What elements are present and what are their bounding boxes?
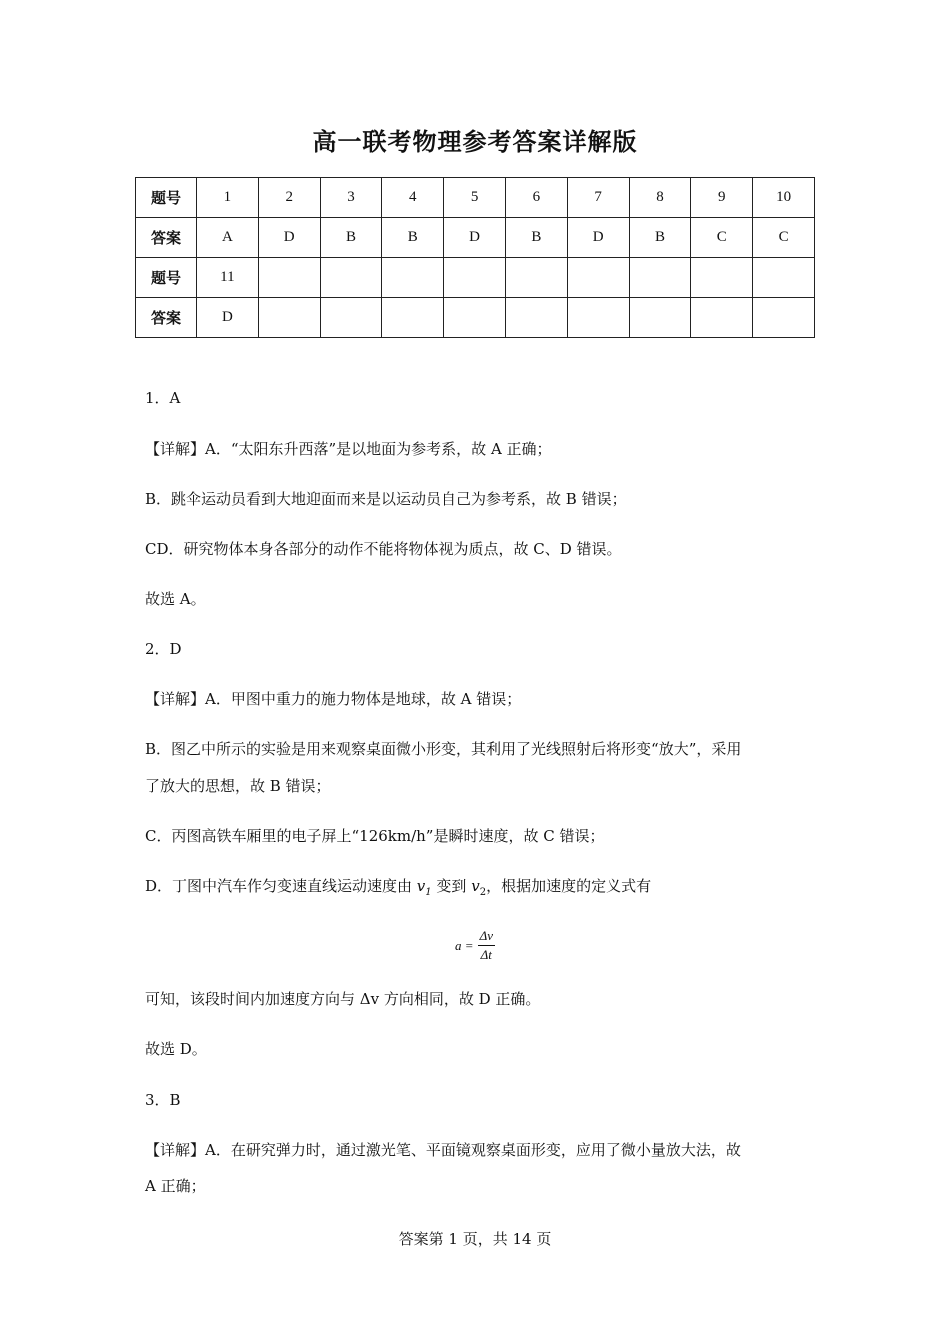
table-cell: 7 xyxy=(567,178,629,218)
table-cell: 4 xyxy=(382,178,444,218)
q2-conclusion: 故选 D。 xyxy=(145,1040,207,1058)
table-cell: 6 xyxy=(505,178,567,218)
subscript: 2 xyxy=(479,887,487,898)
answer-table xyxy=(135,177,815,338)
table-cell xyxy=(382,258,444,298)
table-cell xyxy=(567,258,629,298)
table-cell xyxy=(567,298,629,338)
variable-v: v xyxy=(416,877,426,895)
table-cell xyxy=(320,258,382,298)
formula-denominator: Δt xyxy=(480,947,492,962)
table-row xyxy=(136,298,815,338)
q1-explanation-b: B．跳伞运动员看到大地迎面而来是以运动员自己为参考系，故 B 错误； xyxy=(145,490,627,508)
table-cell: 11 xyxy=(197,258,259,298)
variable-v: v xyxy=(471,877,480,895)
table-cell xyxy=(629,298,691,338)
q2-heading: 2．D xyxy=(145,640,182,658)
table-cell xyxy=(505,258,567,298)
acceleration-formula xyxy=(0,928,950,963)
table-cell: D xyxy=(444,218,506,258)
table-cell: 10 xyxy=(753,178,815,218)
table-row xyxy=(136,218,815,258)
table-header-cell: 答案 xyxy=(136,298,197,338)
table-header-cell: 题号 xyxy=(136,258,197,298)
q1-conclusion: 故选 A。 xyxy=(145,590,206,608)
q2-explanation-c: C．丙图高铁车厢里的电子屏上“126km/h”是瞬时速度，故 C 错误； xyxy=(145,827,605,845)
table-cell: B xyxy=(505,218,567,258)
table-cell xyxy=(258,258,320,298)
table-cell xyxy=(444,298,506,338)
table-cell xyxy=(691,298,753,338)
text-span: D．丁图中汽车作匀变速直线运动速度由 xyxy=(145,877,417,895)
table-cell xyxy=(629,258,691,298)
table-cell: 8 xyxy=(629,178,691,218)
table-cell xyxy=(444,258,506,298)
table-cell: D xyxy=(258,218,320,258)
table-cell xyxy=(691,258,753,298)
table-cell: 2 xyxy=(258,178,320,218)
table-cell: B xyxy=(382,218,444,258)
table-cell: B xyxy=(629,218,691,258)
text-span: ，根据加速度的定义式有 xyxy=(486,877,652,895)
table-cell xyxy=(258,298,320,338)
subscript: 1 xyxy=(425,887,432,898)
table-cell: 9 xyxy=(691,178,753,218)
table-cell xyxy=(753,258,815,298)
table-cell xyxy=(382,298,444,338)
table-cell: 1 xyxy=(197,178,259,218)
table-header-cell: 题号 xyxy=(136,178,197,218)
table-header-cell: 答案 xyxy=(136,218,197,258)
q2-explanation-conclusion-text: 可知，该段时间内加速度方向与 Δv 方向相同，故 D 正确。 xyxy=(145,990,541,1008)
page-title: 高一联考物理参考答案详解版 xyxy=(312,128,638,156)
table-cell xyxy=(505,298,567,338)
q1-explanation-a: 【详解】A．“太阳东升西落”是以地面为参考系，故 A 正确； xyxy=(145,440,552,458)
formula-lhs: a = xyxy=(455,937,474,953)
text-span: 变到 xyxy=(431,877,472,895)
table-cell: D xyxy=(197,298,259,338)
table-cell: B xyxy=(320,218,382,258)
table-cell: D xyxy=(567,218,629,258)
q2-explanation-b-line2: 了放大的思想，故 B 错误； xyxy=(145,777,331,795)
table-row xyxy=(136,178,815,218)
table-cell: 5 xyxy=(444,178,506,218)
table-cell: 3 xyxy=(320,178,382,218)
table-cell xyxy=(753,298,815,338)
q3-explanation-a-line1: 【详解】A．在研究弹力时，通过激光笔、平面镜观察桌面形变，应用了微小量放大法，故 xyxy=(145,1141,741,1159)
page-footer: 答案第 1 页，共 14 页 xyxy=(398,1230,552,1248)
q2-explanation-b-line1: B．图乙中所示的实验是用来观察桌面微小形变，其利用了光线照射后将形变“放大”，采用 xyxy=(145,740,742,758)
q1-explanation-cd: CD．研究物体本身各部分的动作不能将物体视为质点，故 C、D 错误。 xyxy=(145,540,622,558)
q2-explanation-a: 【详解】A．甲图中重力的施力物体是地球，故 A 错误； xyxy=(145,690,522,708)
table-cell: A xyxy=(197,218,259,258)
q2-explanation-d xyxy=(145,872,815,907)
table-cell: C xyxy=(691,218,753,258)
q3-explanation-a-line2: A 正确； xyxy=(145,1177,206,1195)
table-cell xyxy=(320,298,382,338)
q1-heading: 1．A xyxy=(145,389,181,407)
table-row xyxy=(136,258,815,298)
q3-heading: 3．B xyxy=(145,1091,181,1109)
formula-numerator: Δv xyxy=(478,928,495,946)
table-cell: C xyxy=(753,218,815,258)
